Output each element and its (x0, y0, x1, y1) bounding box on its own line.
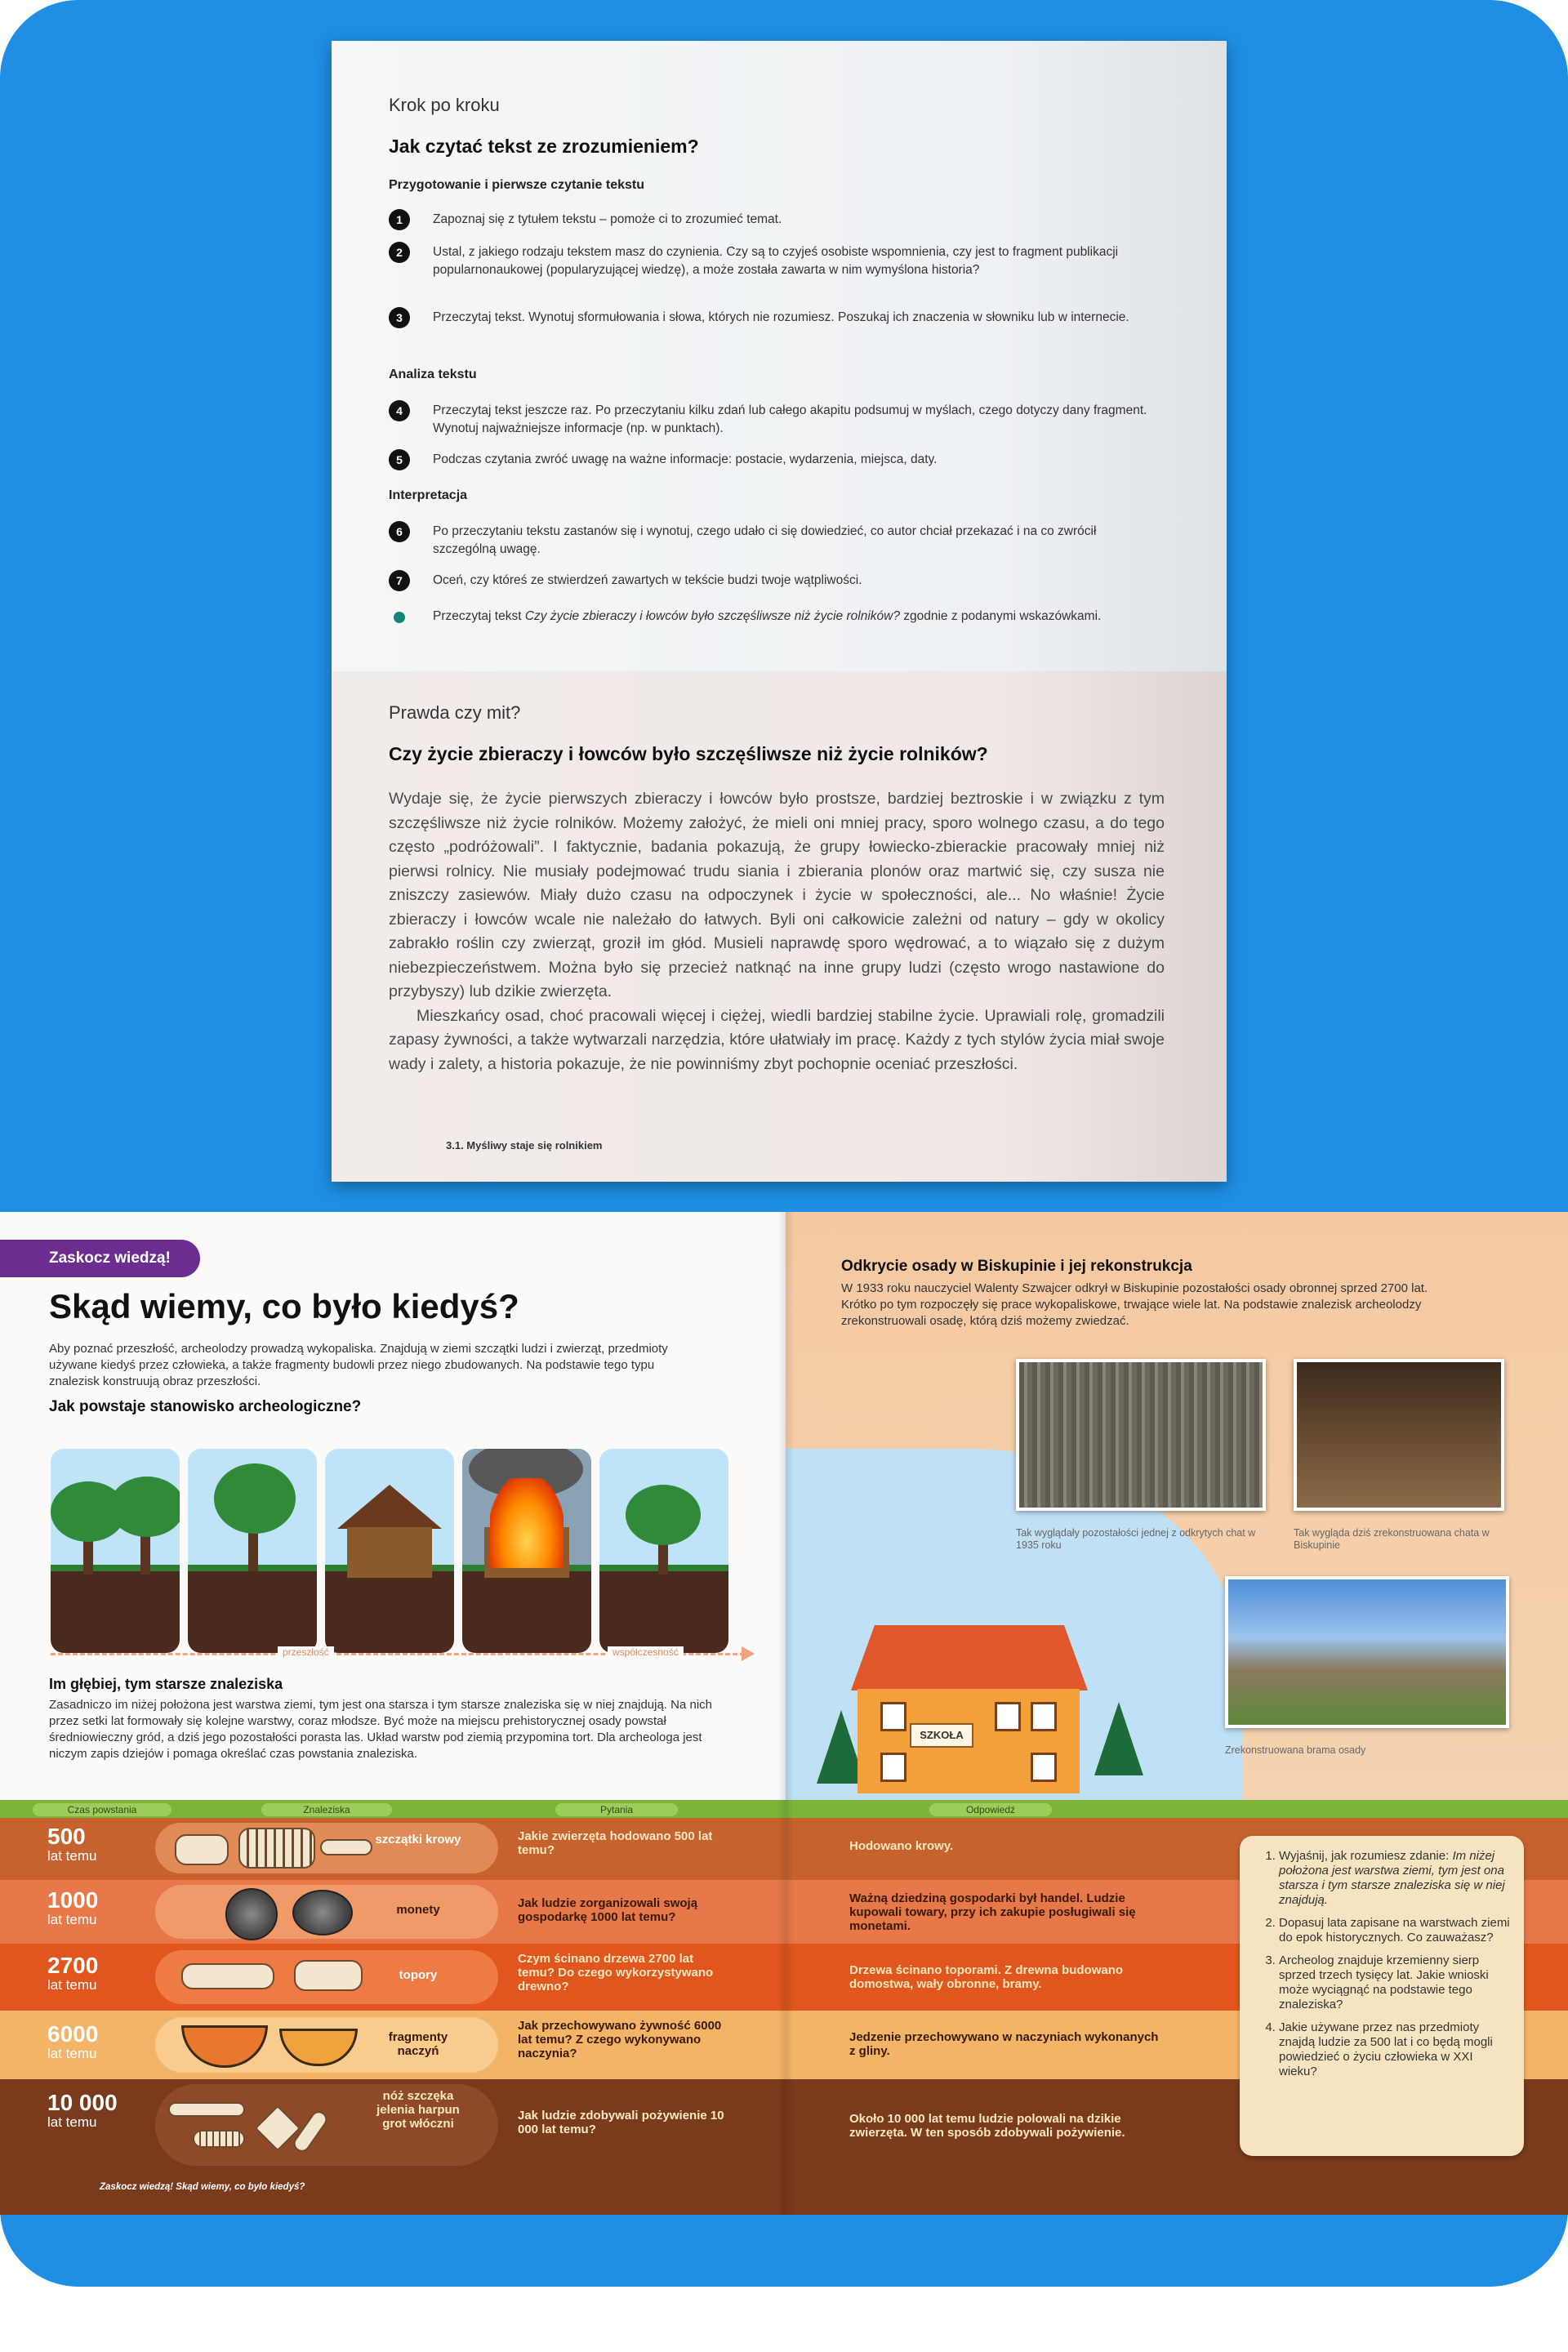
find-label: monety (396, 1903, 440, 1917)
step-text: Zapoznaj się z tytułem tekstu – pomoże ci to zrozumieć temat. (433, 212, 782, 226)
book-gutter (777, 1212, 794, 2215)
find-label: nóż szczęka jelenia harpun grot włóczni (376, 2089, 460, 2131)
section-kicker-2: Prawda czy mit? (389, 702, 521, 723)
exercise-quote: Im niżej położona jest warstwa ziemi, tym jest ona starsza i tym starsze znaleziska się w niej znajdują. (1279, 1849, 1505, 1907)
step-text-italic-title: Czy życie zbieraczy i łowców było szczęśliwsze niż życie rolników? (524, 609, 900, 623)
surprise-badge: Zaskocz wiedzą! (0, 1240, 200, 1277)
subheading-analysis: Analiza tekstu (389, 368, 477, 381)
tree-icon (626, 1485, 701, 1545)
tree-icon (109, 1477, 180, 1537)
layer-year: 500 (47, 1824, 86, 1849)
layer-unit: lat temu (47, 1977, 97, 1993)
subheading-site: Jak powstaje stanowisko archeologiczne? (49, 1398, 362, 1415)
section-kicker: Krok po kroku (389, 95, 500, 115)
question-text: Jakie zwierzęta hodowano 500 lat temu? (518, 1829, 713, 1857)
step-number: 1 (389, 209, 410, 230)
step-text: Po przeczytaniu tekstu zastanów się i wynotuj, czego udało ci się dowiedzieć, co autor chciał przekazać i na co zwrócił szczególną uwagę. (433, 524, 1097, 556)
exercise-text: Wyjaśnij, jak rozumiesz zdanie: (1279, 1849, 1453, 1863)
illustration-fire (462, 1449, 591, 1653)
layer-unit: lat temu (47, 2114, 97, 2130)
step-1 (389, 209, 1173, 230)
exercise-box (1240, 1836, 1524, 2156)
step-text (433, 608, 1152, 626)
exercise-item (1279, 1953, 1511, 2012)
photo-excavated-hut (1016, 1359, 1266, 1511)
hut-roof-icon (337, 1485, 442, 1529)
exercise-item (1279, 1916, 1511, 1945)
biskupin-paragraph: W 1933 roku nauczyciel Walenty Szwajcer odkrył w Biskupinie pozostałości osady obronnej sprzed 2700 lat. Krótko po tym rozpoczęły się prace wykopaliskowe, trwające wiele lat. Na podstawie znalezisk archeolodzy zrekonstruowali osadę, którą dziś możemy zwiedzać. (841, 1281, 1428, 1328)
question-text: Czym ścinano drzewa 2700 lat temu? Do czego wykorzystywano drewno? (518, 1952, 714, 1993)
knife-icon (168, 2102, 245, 2117)
question-text: Jak ludzie zdobywali pożywienie 10 000 lat temu? (518, 2109, 724, 2136)
biskupin-title: Odkrycie osady w Biskupinie i jej rekonstrukcja (841, 1258, 1192, 1275)
step-number: 2 (389, 242, 410, 263)
step-3 (389, 307, 1173, 343)
layer-unit: lat temu (47, 1848, 97, 1864)
jaw-icon (193, 2130, 245, 2148)
question-text: Jak ludzie zorganizowali swoją gospodarkę 1000 lat temu? (518, 1896, 698, 1924)
step-text: Przeczytaj tekst jeszcze raz. Po przeczytaniu kilku zdań lub całego akapitu podsumuj w myślach, czego dotyczy dany fragment. Wynotuj najważniejsze informacje (np. w punktach). (433, 403, 1147, 435)
textbook-page-top (332, 41, 1227, 1182)
skull-icon (175, 1834, 229, 1865)
school-sign: SZKOŁA (910, 1723, 973, 1748)
answer-text: Około 10 000 lat temu ludzie polowali na dzikie zwierzęta. W ten sposób zdobywali pożywienie. (849, 2112, 1125, 2140)
layer-year: 6000 (47, 2021, 99, 2047)
illustration-regrown-forest (599, 1449, 728, 1653)
ribcage-icon (238, 1828, 315, 1869)
step-2 (389, 242, 1173, 296)
final-step (389, 606, 1173, 642)
step-5 (389, 449, 1173, 470)
subheading-preparation: Przygotowanie i pierwsze czytanie tekstu (389, 178, 644, 192)
photo-caption: Tak wygląda dziś zrekonstruowana chata w Biskupinie (1294, 1527, 1490, 1551)
layer-year: 10 000 (47, 2090, 118, 2115)
layer-year: 1000 (47, 1887, 99, 1913)
answer-text: Ważną dziedziną gospodarki był handel. Ludzie kupowali towary, przy ich zakupie posługiwali się monetami. (849, 1891, 1136, 1933)
section-title-2: Czy życie zbieraczy i łowców było szczęśliwsze niż życie rolników? (389, 743, 988, 764)
step-text: Podczas czytania zwróć uwagę na ważne informacje: postacie, wydarzenia, miejsca, daty. (433, 452, 938, 466)
step-text: Ustal, z jakiego rodzaju tekstem masz do czynienia. Czy są to czyjeś osobiste wspomnienia, czy jest to fragment publikacji popularnonaukowej (popularyzującej wiedzę), a może została zawarta w nim wymyślona historia? (433, 245, 1119, 277)
photo-gate (1225, 1576, 1509, 1728)
layer-year: 2700 (47, 1953, 99, 1978)
header-questions: Pytania (555, 1803, 678, 1816)
exercise-list (1240, 1836, 1524, 2079)
layer-unit: lat temu (47, 1912, 97, 1927)
answer-text: Jedzenie przechowywano w naczyniach wykonanych z gliny. (849, 2030, 1159, 2058)
step-text: Przeczytaj tekst. Wynotuj sformułowania i słowa, których nie rozumiesz. Poszukaj ich znaczenia w słowniku lub w internecie. (433, 310, 1129, 324)
spread-title: Skąd wiemy, co było kiedyś? (49, 1287, 519, 1325)
school-roof-icon (851, 1625, 1088, 1690)
layers-paragraph: Zasadniczo im niżej położona jest warstwa ziemi, tym jest ona starsza i tym starsze znaleziska się w niej znajdują. Na nich przez setki lat formowały się kolejne warstwy, coraz młodsze. Być może na miejscu prehistorycznej osady powstał średniowieczny gród, a dziś jego pozostałości porasta las. Układ warstw pod ziemią przypomina tort. Dla archeologa jest niczym zapis dziejów i pomaga określać czas powstania znaleziska. (49, 1698, 712, 1761)
question-text: Jak przechowywano żywność 6000 lat temu? Z czego wykonywano naczynia? (518, 2019, 722, 2060)
exercise-text: Dopasuj lata zapisane na warstwach ziemi do epok historycznych. Co zauważasz? (1279, 1916, 1510, 1944)
exercise-item (1279, 1849, 1511, 1908)
answer-text: Drzewa ścinano toporami. Z drewna budowano domostwa, wały obronne, bramy. (849, 1963, 1124, 1991)
coin-icon (292, 1890, 353, 1936)
header-date: Czas powstania (33, 1803, 172, 1816)
step-6 (389, 521, 1173, 557)
exercise-text: Jakie używane przez nas przedmioty znajdą ludzie za 500 lat i co będą mogli powiedzieć o życiu człowieka w XXI wieku? (1279, 2020, 1493, 2078)
timeline-arrow-icon (742, 1646, 755, 1661)
header-finds: Znaleziska (261, 1803, 392, 1816)
axe-icon (294, 1960, 363, 1991)
timeline-past-label: przeszłość (278, 1646, 334, 1658)
step-number: 5 (389, 449, 410, 470)
step-number: 6 (389, 521, 410, 542)
subheading-layers: Im głębiej, tym starsze znaleziska (49, 1676, 283, 1692)
tree-icon (214, 1463, 296, 1534)
bone-icon (320, 1839, 372, 1855)
step-4 (389, 400, 1173, 436)
photo-caption: Zrekonstruowana brama osady (1225, 1744, 1366, 1756)
photo-caption: Tak wyglądały pozostałości jednej z odkrytych chat w 1935 roku (1016, 1527, 1256, 1551)
illustration-clearing (188, 1449, 317, 1653)
fire-icon (490, 1478, 564, 1568)
spread-intro: Aby poznać przeszłość, archeolodzy prowadzą wykopaliska. Znajdują w ziemi szczątki ludzi i zwierząt, przedmioty używane kiedyś przez człowieka, a także fragmenty budowli przez niego zbudowanych. Na podstawie tego typu znalezisk konstruują obraz przeszłości. (49, 1342, 668, 1388)
article-body (389, 787, 1165, 1076)
pine-tree-icon (1094, 1702, 1143, 1775)
textbook-spread (0, 1212, 1568, 2215)
exercise-text: Archeolog znajduje krzemienny sierp sprzed trzech tysięcy lat. Jakie wnioski może wyciągnąć na podstawie tego znaleziska? (1279, 1953, 1489, 2011)
page-footer: 3.1. Myśliwy staje się rolnikiem (446, 1139, 603, 1152)
spread-footer: Zaskocz wiedzą! Skąd wiemy, co było kiedyś? (100, 2182, 305, 2192)
step-text: Oceń, czy któreś ze stwierdzeń zawartych w tekście budzi twoje wątpliwości. (433, 573, 862, 587)
coin-icon (225, 1888, 278, 1940)
step-7 (389, 570, 1173, 591)
section-title: Jak czytać tekst ze zrozumieniem? (389, 136, 699, 157)
illustration-hut (325, 1449, 454, 1653)
illustration-forest (51, 1449, 180, 1653)
find-label: fragmenty naczyń (388, 2030, 448, 2058)
subheading-interpretation: Interpretacja (389, 488, 468, 502)
step-number: 4 (389, 400, 410, 421)
find-label: szczątki krowy (375, 1833, 461, 1846)
step-number: 3 (389, 307, 410, 328)
timeline-present-label: współczesność (608, 1646, 684, 1658)
article-paragraph: Mieszkańcy osad, choć pracowali więcej i ciężej, wiedli bardziej stabilne życie. Uprawiali rolę, gromadzili zapasy żywności, a także wytwarzali narzędzia, które ułatwiały im pracę. Każdy z tych stylów życia miał swoje wady i zalety, a historia pokazuje, że nie powinniśmy zbyt pochopnie oceniać przeszłości. (389, 1006, 1165, 1073)
step-text-pre: Przeczytaj tekst (433, 609, 525, 623)
article-paragraph: Wydaje się, że życie pierwszych zbieraczy i łowców było prostsze, bardziej beztroskie i w związku z tym szczęśliwsze niż życie rolników. Możemy założyć, że mieli oni mniej pracy, sporo wolnego czasu, a do tego często „podróżowali”. I faktycznie, badania pokazują, że grupy łowiecko-zbierackie pracowały mniej niż pierwsi rolnicy. Nie musiały podejmować trudu siania i zbierania plonów oraz martwić się, czy susza nie zniszczy zasiewów. Miały dużo czasu na odpoczynek i życie w społeczności, ale... No właśnie! Życie zbieraczy i łowców wcale nie należało do łatwych. Byli oni całkowicie zależni od natury – gdy w okolicy zabrakło roślin czy zwierząt, groził im głód. Musieli naprawdę sporo wędrować, a to wiązało się z dużym niebezpieczeństwem. Można było się przecież natknąć na inne grupy ludzi (często wrogo nastawione do przybyszy) lub dzikie zwierzęta. (389, 790, 1165, 1000)
bullet-dot-icon (394, 612, 405, 623)
exercise-item (1279, 2020, 1511, 2079)
hut-icon (347, 1527, 432, 1578)
find-label: topory (399, 1968, 438, 1982)
step-text-post: zgodnie z podanymi wskazówkami. (899, 609, 1102, 623)
layer-unit: lat temu (47, 2046, 97, 2061)
photo-reconstructed-hut (1294, 1359, 1504, 1511)
header-answer: Odpowiedź (929, 1803, 1052, 1816)
step-by-step-section (332, 41, 1227, 671)
answer-text: Hodowano krowy. (849, 1839, 954, 1853)
axe-icon (181, 1963, 274, 1989)
step-number: 7 (389, 570, 410, 591)
